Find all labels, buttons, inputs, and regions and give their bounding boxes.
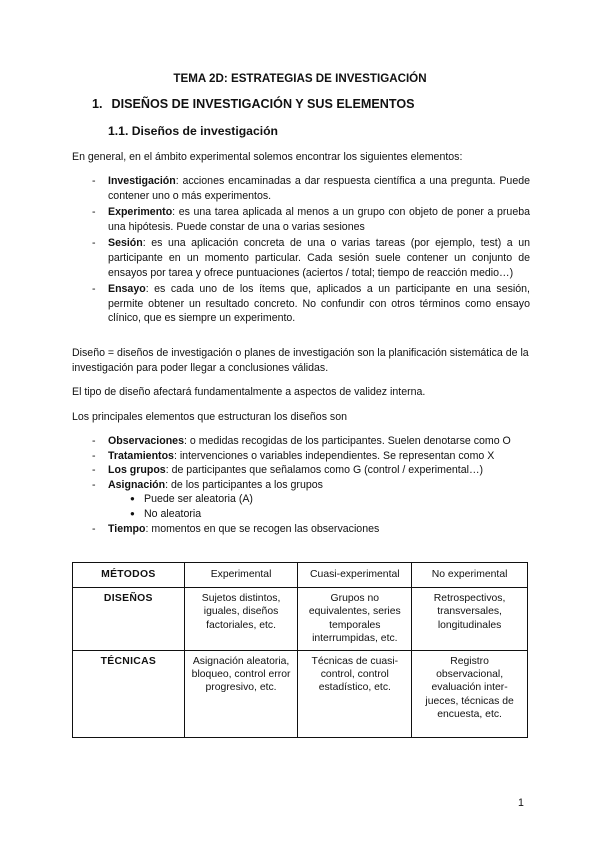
list-item: - Tiempo: momentos en que se recogen las observaciones (92, 522, 380, 535)
table-cell: Grupos no equivalentes, series temporales interrumpidas, etc. (298, 588, 412, 651)
table-header-cell: No experimental (412, 563, 528, 588)
definition: : o medidas recogidas de los participantes. Suelen denotarse como O (183, 435, 511, 447)
table-cell: Sujetos distintos, iguales, diseños factoriales, etc. (184, 588, 298, 651)
principal-elements-intro: Los principales elementos que estructuran los diseños son (72, 411, 348, 423)
term: Asignación (108, 478, 166, 491)
term: Ensayo (108, 283, 146, 296)
table-header-cell: MÉTODOS (73, 563, 185, 588)
term: Sesión (108, 237, 143, 250)
table-cell: Asignación aleatoria, bloqueo, control error progresivo, etc. (184, 650, 298, 737)
definition: : es una tarea aplicada al menos a un grupo con objeto de poner a prueba una hipótesis. Puede constar de una o varias sesiones (108, 206, 530, 233)
list-item: - Observaciones: o medidas recogidas de los participantes. Suelen denotarse como O (92, 435, 511, 447)
term: Los grupos (108, 464, 166, 477)
row-label: TÉCNICAS (73, 650, 185, 737)
design-validity-paragraph: El tipo de diseño afectará fundamentalmente a aspectos de validez interna. (72, 386, 426, 398)
intro-paragraph: En general, en el ámbito experimental solemos encontrar los siguientes elementos: (72, 151, 463, 163)
list-item: - Experimento: es una tarea aplicada al menos a un grupo con objeto de poner a prueba una hipótesis. Puede constar de una o varias sesiones (92, 206, 530, 233)
table-header-cell: Cuasi-experimental (298, 563, 412, 588)
term: Investigación (108, 175, 176, 187)
definition: : de participantes que señalamos como G (control / experimental…) (165, 464, 484, 477)
list-item: - Sesión: es una aplicación concreta de una o varias tareas (por ejemplo, test) a un participante en un momento particular. Cada sesión suele contener un conjunto de ensayos por tarea y ofrece puntuaciones (aciertos / total; tiempo de reacción medio…) (92, 237, 530, 279)
definition: : es cada uno de los ítems que, aplicados a un participante en una sesión, permite obtener un resultado concreto. No confundir con otros términos como ensayo clínico, que es siempre un experimento. (108, 283, 530, 325)
list-item: - Los grupos: de participantes que señalamos como G (control / experimental…) (92, 464, 484, 477)
term: Experimento (108, 206, 173, 219)
list-item: - Investigación: acciones encaminadas a dar respuesta científica a una pregunta. Puede contener uno o más experimentos. (92, 175, 530, 202)
table-header-row (73, 563, 528, 588)
elements-list (92, 174, 530, 326)
page-number: 1 (518, 797, 524, 809)
methods-table (72, 562, 528, 738)
list-item: - Tratamientos: intervenciones o variables independientes. Se representan como X (92, 449, 495, 462)
structure-list (92, 434, 530, 536)
design-definition-paragraph: Diseño = diseños de investigación o planes de investigación son la planificación sistemática de la investigación para poder llegar a conclusiones válidas. (72, 347, 529, 375)
bullet-icon: ● (130, 494, 135, 504)
list-item: - Asignación: de los participantes a los grupos ● Puede ser aleatoria (A) ● No aleatoria (92, 478, 530, 522)
table-cell: Retrospectivos, transversales, longitudinales (412, 588, 528, 651)
section-title: DISEÑOS DE INVESTIGACIÓN Y SUS ELEMENTOS (111, 97, 415, 111)
table-row (73, 588, 528, 651)
definition: : es una aplicación concreta de una o varias tareas (por ejemplo, test) a un participante en un momento particular. Cada sesión suele contener un conjunto de ensayos por tarea y ofrece puntuaciones (aciertos / total; tiempo de reacción medio…) (108, 237, 530, 279)
definition: : de los participantes a los grupos (165, 478, 323, 491)
term: Tiempo (108, 522, 146, 535)
list-item: - Ensayo: es cada uno de los ítems que, aplicados a un participante en una sesión, permite obtener un resultado concreto. No confundir con otros términos como ensayo clínico, que es siempre un experimento. (92, 283, 530, 325)
sub-list-item: ● Puede ser aleatoria (A) (130, 493, 253, 506)
sub-list-item: ● No aleatoria (130, 507, 202, 520)
table-row (73, 650, 528, 737)
subsection-heading-1-1: 1.1. Diseños de investigación (108, 124, 279, 138)
table-header-cell: Experimental (184, 563, 298, 588)
definition: : momentos en que se recogen las observaciones (145, 522, 380, 535)
document-title: TEMA 2D: ESTRATEGIAS DE INVESTIGACIÓN (173, 72, 427, 85)
section-heading-1 (92, 97, 415, 111)
section-number: 1. (92, 97, 103, 111)
assignment-options (108, 492, 530, 521)
table-cell: Técnicas de cuasi-control, control estadístico, etc. (298, 650, 412, 737)
term: Observaciones (108, 435, 184, 447)
term: Tratamientos (108, 449, 174, 462)
table-cell: Registro observacional, evaluación inter-jueces, técnicas de encuesta, etc. (412, 650, 528, 737)
definition: : intervenciones o variables independientes. Se representan como X (173, 449, 495, 462)
row-label: DISEÑOS (73, 588, 185, 651)
bullet-icon: ● (130, 508, 135, 518)
definition: : acciones encaminadas a dar respuesta científica a una pregunta. Puede contener uno o más experimentos. (108, 175, 530, 202)
